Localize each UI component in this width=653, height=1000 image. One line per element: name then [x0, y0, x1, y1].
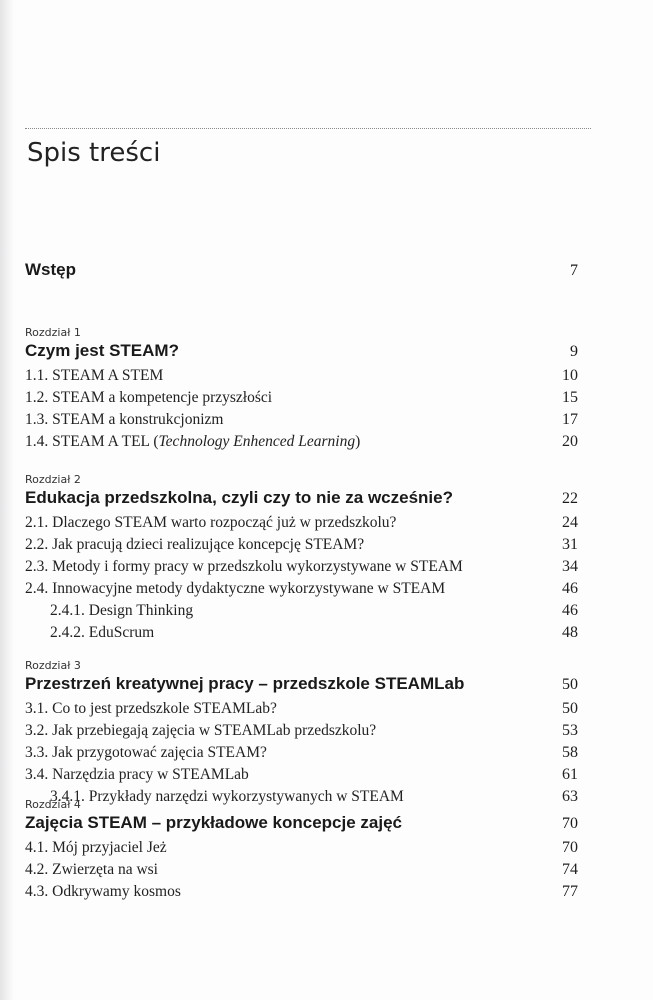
- page-number: 61: [562, 766, 578, 783]
- chapter-title: Zajęcia STEAM – przykładowe koncepcje zajęć: [25, 813, 402, 832]
- toc-entry: [25, 558, 578, 580]
- entry-text: 2.4.1. Design Thinking: [50, 602, 194, 619]
- chapter-label: Rozdział 1: [25, 326, 81, 339]
- entry-text: 4.2. Zwierzęta na wsi: [25, 861, 158, 878]
- chapter-title: Czym jest STEAM?: [25, 341, 179, 360]
- page-number: 48: [562, 624, 578, 641]
- page-number: 9: [570, 343, 578, 360]
- entry-text: 2.4. Innowacyjne metody dydaktyczne wykorzystywane w STEAM: [25, 580, 446, 597]
- page-number: 22: [562, 490, 578, 507]
- page-number: 31: [562, 536, 578, 553]
- page-number: 70: [562, 815, 578, 832]
- entry-text: 2.3. Metody i formy pracy w przedszkolu wykorzystywane w STEAM: [25, 558, 463, 575]
- chapter-label: Rozdział 4: [25, 798, 81, 811]
- entry-text: 3.2. Jak przebiegają zajęcia w STEAMLab przedszkolu?: [25, 722, 377, 739]
- toc-entry: [25, 536, 578, 558]
- chapter-title: Przestrzeń kreatywnej pracy – przedszkole STEAMLab: [25, 674, 465, 693]
- toc-entry: [25, 389, 578, 411]
- page-number: 46: [562, 580, 578, 597]
- toc-entry: [25, 433, 578, 455]
- intro-title: Wstęp: [25, 260, 76, 279]
- chapter-title: Edukacja przedszkolna, czyli czy to nie za wcześnie?: [25, 488, 453, 507]
- toc-entry: [25, 514, 578, 536]
- page-number: 17: [562, 411, 578, 428]
- chapter-label: Rozdział 3: [25, 659, 81, 672]
- toc-entry: [25, 700, 578, 722]
- toc-intro: [25, 260, 578, 286]
- page-number: 50: [562, 676, 578, 693]
- toc-entry: [25, 722, 578, 744]
- page-number: 7: [570, 262, 578, 279]
- page-number: 74: [562, 861, 578, 878]
- entry-text: 1.2. STEAM a kompetencje przyszłości: [25, 389, 273, 406]
- toc-entry: [25, 883, 578, 905]
- entry-text: 3.4. Narzędzia pracy w STEAMLab: [25, 766, 249, 783]
- entry-text-suffix: ): [355, 433, 361, 450]
- page-number: 77: [562, 883, 578, 900]
- chapter-1: [25, 326, 578, 455]
- toc-entry: [25, 580, 578, 602]
- page-number: 24: [562, 514, 578, 531]
- page-number: 46: [562, 602, 578, 619]
- header-rule: [25, 128, 591, 129]
- toc-entry: [25, 839, 578, 861]
- entry-text: 4.1. Mój przyjaciel Jeż: [25, 839, 167, 856]
- toc-entry: [25, 367, 578, 389]
- entry-text: 2.4.2. EduScrum: [50, 624, 155, 641]
- entry-text-italic: Technology Enhenced Learning: [158, 433, 356, 450]
- entry-text: 3.4.1. Przykłady narzędzi wykorzystywanych w STEAM: [50, 788, 404, 805]
- page-number: 70: [562, 839, 578, 856]
- page-number: 15: [562, 389, 578, 406]
- entry-text: [25, 433, 360, 451]
- page-title: Spis treści: [27, 138, 161, 168]
- entry-text: 2.1. Dlaczego STEAM warto rozpocząć już w przedszkolu?: [25, 514, 397, 531]
- page-number: 50: [562, 700, 578, 717]
- page-number: 63: [562, 788, 578, 805]
- entry-text-prefix: 1.4. STEAM A TEL (: [25, 433, 159, 450]
- toc-subentry: [25, 624, 578, 646]
- entry-text: 1.1. STEAM A STEM: [25, 367, 164, 384]
- page-number: 58: [562, 744, 578, 761]
- toc-entry: [25, 766, 578, 788]
- entry-text: 3.1. Co to jest przedszkole STEAMLab?: [25, 700, 277, 717]
- toc-subentry: [25, 602, 578, 624]
- toc-entry: [25, 411, 578, 433]
- chapter-2: [25, 473, 578, 646]
- page-number: 53: [562, 722, 578, 739]
- entry-text: 2.2. Jak pracują dzieci realizujące koncepcję STEAM?: [25, 536, 365, 553]
- toc-entry: [25, 861, 578, 883]
- toc-entry: [25, 744, 578, 766]
- chapter-4: [25, 798, 578, 905]
- entry-text: 4.3. Odkrywamy kosmos: [25, 883, 181, 900]
- page-edge-shadow: [0, 0, 14, 1000]
- chapter-3: [25, 659, 578, 810]
- entry-text: 1.3. STEAM a konstrukcjonizm: [25, 411, 224, 428]
- page-number: 10: [562, 367, 578, 384]
- page-number: 34: [562, 558, 578, 575]
- chapter-label: Rozdział 2: [25, 473, 81, 486]
- entry-text: 3.3. Jak przygotować zajęcia STEAM?: [25, 744, 267, 761]
- page-number: 20: [562, 433, 578, 450]
